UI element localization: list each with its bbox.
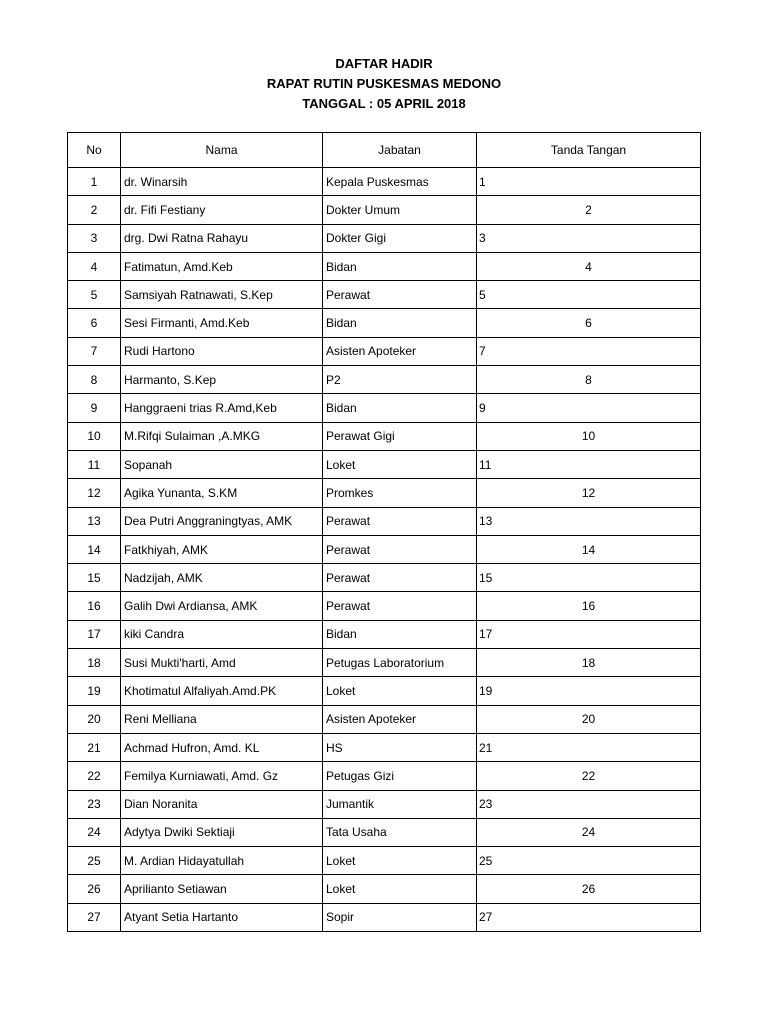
row-number: 14 [68, 535, 121, 563]
row-number: 7 [68, 337, 121, 365]
row-position: Perawat [323, 281, 477, 309]
row-signature: 18 [477, 649, 701, 677]
row-position: Perawat [323, 592, 477, 620]
row-position: Petugas Gizi [323, 762, 477, 790]
meeting-date: TANGGAL : 05 APRIL 2018 [302, 96, 466, 111]
row-name: Fatimatun, Amd.Keb [121, 252, 323, 280]
row-signature: 6 [477, 309, 701, 337]
table-row [68, 733, 701, 761]
row-name: Galih Dwi Ardiansa, AMK [121, 592, 323, 620]
table-row [68, 903, 701, 931]
row-number: 20 [68, 705, 121, 733]
meeting-name: RAPAT RUTIN PUSKESMAS MEDONO [266, 76, 502, 91]
row-signature: 14 [477, 535, 701, 563]
table-header-row [68, 133, 701, 168]
row-position: P2 [323, 366, 477, 394]
row-position: Loket [323, 847, 477, 875]
row-signature: 22 [477, 762, 701, 790]
row-name: drg. Dwi Ratna Rahayu [121, 224, 323, 252]
table-row [68, 394, 701, 422]
row-number: 25 [68, 847, 121, 875]
row-name: Achmad Hufron, Amd. KL [121, 733, 323, 761]
row-position: Loket [323, 875, 477, 903]
row-position: Asisten Apoteker [323, 337, 477, 365]
row-name: Hanggraeni trias R.Amd,Keb [121, 394, 323, 422]
row-name: Susi Mukti'harti, Amd [121, 649, 323, 677]
row-name: Agika Yunanta, S.KM [121, 479, 323, 507]
row-signature: 15 [477, 564, 701, 592]
row-number: 10 [68, 422, 121, 450]
row-name: Samsiyah Ratnawati, S.Kep [121, 281, 323, 309]
row-position: Sopir [323, 903, 477, 931]
table-row [68, 762, 701, 790]
row-signature: 13 [477, 507, 701, 535]
column-header-jabatan: Jabatan [323, 133, 477, 168]
row-position: Promkes [323, 479, 477, 507]
row-position: Perawat [323, 564, 477, 592]
row-name: Rudi Hartono [121, 337, 323, 365]
table-row [68, 224, 701, 252]
table-row [68, 705, 701, 733]
row-number: 24 [68, 818, 121, 846]
row-signature: 1 [477, 168, 701, 196]
row-name: Sopanah [121, 450, 323, 478]
row-position: Loket [323, 677, 477, 705]
row-position: Tata Usaha [323, 818, 477, 846]
row-number: 9 [68, 394, 121, 422]
row-name: Atyant Setia Hartanto [121, 903, 323, 931]
row-name: Khotimatul Alfaliyah.Amd.PK [121, 677, 323, 705]
table-row [68, 507, 701, 535]
row-number: 3 [68, 224, 121, 252]
table-row [68, 535, 701, 563]
row-number: 12 [68, 479, 121, 507]
row-name: Nadzijah, AMK [121, 564, 323, 592]
row-name: dr. Fifi Festiany [121, 196, 323, 224]
row-name: M.Rifqi Sulaiman ,A.MKG [121, 422, 323, 450]
row-position: Perawat Gigi [323, 422, 477, 450]
row-signature: 8 [477, 366, 701, 394]
table-row [68, 818, 701, 846]
attendance-table [67, 132, 701, 932]
table-row [68, 875, 701, 903]
document-header [0, 54, 768, 114]
row-position: Petugas Laboratorium [323, 649, 477, 677]
row-position: Kepala Puskesmas [323, 168, 477, 196]
row-position: Bidan [323, 309, 477, 337]
row-name: Dian Noranita [121, 790, 323, 818]
column-header-nama: Nama [121, 133, 323, 168]
table-row [68, 309, 701, 337]
row-number: 2 [68, 196, 121, 224]
row-signature: 25 [477, 847, 701, 875]
row-position: HS [323, 733, 477, 761]
table-row [68, 196, 701, 224]
row-name: M. Ardian Hidayatullah [121, 847, 323, 875]
row-signature: 7 [477, 337, 701, 365]
row-number: 4 [68, 252, 121, 280]
row-number: 13 [68, 507, 121, 535]
row-number: 19 [68, 677, 121, 705]
row-number: 8 [68, 366, 121, 394]
row-position: Dokter Umum [323, 196, 477, 224]
row-position: Bidan [323, 620, 477, 648]
row-signature: 19 [477, 677, 701, 705]
row-position: Bidan [323, 394, 477, 422]
row-number: 22 [68, 762, 121, 790]
table-row [68, 564, 701, 592]
row-name: Femilya Kurniawati, Amd. Gz [121, 762, 323, 790]
table-row [68, 422, 701, 450]
row-number: 27 [68, 903, 121, 931]
row-name: Adytya Dwiki Sektiaji [121, 818, 323, 846]
row-name: Reni Melliana [121, 705, 323, 733]
row-number: 23 [68, 790, 121, 818]
row-position: Bidan [323, 252, 477, 280]
row-signature: 10 [477, 422, 701, 450]
row-signature: 3 [477, 224, 701, 252]
row-signature: 5 [477, 281, 701, 309]
table-row [68, 366, 701, 394]
table-row [68, 337, 701, 365]
row-name: dr. Winarsih [121, 168, 323, 196]
row-signature: 20 [477, 705, 701, 733]
row-number: 21 [68, 733, 121, 761]
row-number: 16 [68, 592, 121, 620]
row-signature: 27 [477, 903, 701, 931]
document-title: DAFTAR HADIR [335, 56, 433, 71]
row-position: Perawat [323, 507, 477, 535]
table-row [68, 450, 701, 478]
table-row [68, 677, 701, 705]
table-row [68, 168, 701, 196]
row-position: Loket [323, 450, 477, 478]
row-number: 18 [68, 649, 121, 677]
row-signature: 21 [477, 733, 701, 761]
row-name: Fatkhiyah, AMK [121, 535, 323, 563]
row-signature: 9 [477, 394, 701, 422]
row-signature: 2 [477, 196, 701, 224]
row-signature: 26 [477, 875, 701, 903]
row-signature: 16 [477, 592, 701, 620]
table-row [68, 592, 701, 620]
table-row [68, 620, 701, 648]
table-row [68, 790, 701, 818]
row-signature: 17 [477, 620, 701, 648]
table-row [68, 252, 701, 280]
row-name: Aprilianto Setiawan [121, 875, 323, 903]
table-row [68, 847, 701, 875]
table-row [68, 281, 701, 309]
column-header-tanda-tangan: Tanda Tangan [477, 133, 701, 168]
row-name: kiki Candra [121, 620, 323, 648]
row-number: 15 [68, 564, 121, 592]
table-row [68, 479, 701, 507]
row-signature: 11 [477, 450, 701, 478]
row-signature: 23 [477, 790, 701, 818]
row-position: Dokter Gigi [323, 224, 477, 252]
row-number: 5 [68, 281, 121, 309]
row-signature: 24 [477, 818, 701, 846]
row-name: Sesi Firmanti, Amd.Keb [121, 309, 323, 337]
row-signature: 12 [477, 479, 701, 507]
row-number: 6 [68, 309, 121, 337]
row-position: Jumantik [323, 790, 477, 818]
row-position: Perawat [323, 535, 477, 563]
row-name: Harmanto, S.Kep [121, 366, 323, 394]
row-name: Dea Putri Anggraningtyas, AMK [121, 507, 323, 535]
column-header-no: No [68, 133, 121, 168]
row-number: 11 [68, 450, 121, 478]
row-position: Asisten Apoteker [323, 705, 477, 733]
table-row [68, 649, 701, 677]
row-number: 26 [68, 875, 121, 903]
row-number: 1 [68, 168, 121, 196]
row-signature: 4 [477, 252, 701, 280]
row-number: 17 [68, 620, 121, 648]
